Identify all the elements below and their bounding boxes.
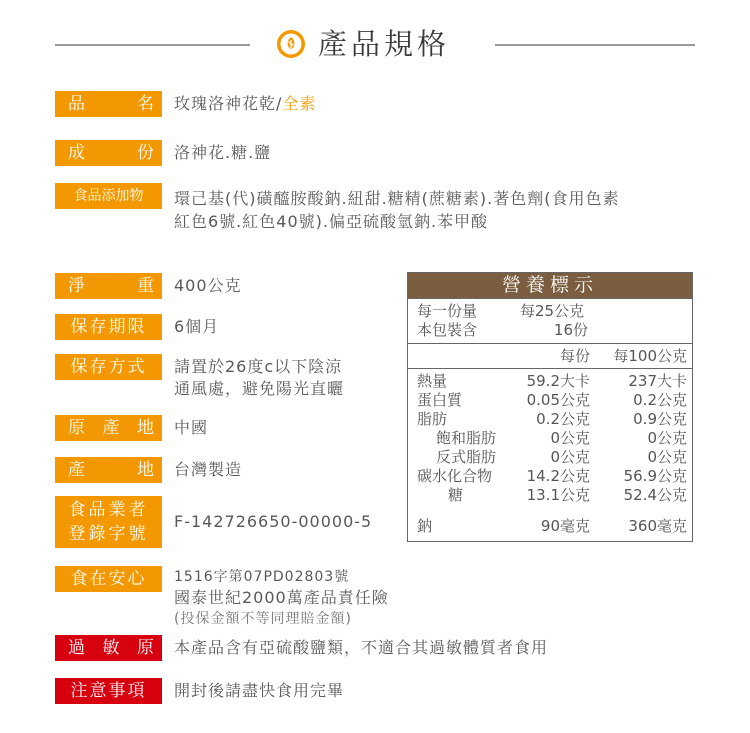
label-food-safety: 食在安心 [55, 566, 162, 592]
value-safety-line3: (投保金額不等同理賠金額) [174, 611, 352, 627]
value-safety-line2: 國泰世紀2000萬產品責任險 [174, 588, 389, 607]
col-per-serving: 每份 [559, 347, 590, 365]
servings-value: 16份 [553, 321, 588, 339]
label-product-name [55, 91, 162, 117]
servings-label: 本包裝含 [417, 321, 478, 339]
label-char: 產 [102, 418, 120, 438]
page-title: 產品規格 [318, 27, 451, 61]
nutrient-per-100g: 0.2公克 [633, 391, 687, 409]
nutrient-name: 鈉 [417, 517, 433, 535]
label-registration [55, 496, 162, 548]
label-char: 淨 [68, 276, 85, 296]
header-divider-right [495, 44, 695, 46]
nutrient-per-serving: 0.05公克 [526, 391, 590, 409]
label-shelf-life: 保存期限 [55, 314, 162, 340]
nutrient-per-serving: 0公克 [550, 448, 590, 466]
nutrient-per-serving: 14.2公克 [526, 467, 590, 485]
label-notice: 注意事項 [55, 678, 162, 704]
nutrient-per-100g: 237大卡 [628, 372, 687, 390]
label-char: 成 [68, 143, 85, 163]
table-divider [408, 343, 692, 344]
value-product-name [174, 93, 316, 115]
nutrient-name: 熱量 [417, 372, 448, 390]
nutrient-per-100g: 56.9公克 [623, 467, 687, 485]
product-name-text: 玫瑰洛神花乾/ [174, 94, 283, 113]
nutrient-name: 碳水化合物 [417, 467, 493, 485]
nutrient-per-100g: 52.4公克 [623, 486, 687, 504]
nutrient-name: 反式脂肪 [436, 448, 497, 466]
label-net-weight [55, 273, 162, 299]
label-registration-line1: 食品業者 [68, 500, 149, 520]
label-ingredients [55, 140, 162, 166]
nutrient-name: 蛋白質 [417, 391, 463, 409]
nutrient-per-100g: 360毫克 [628, 517, 687, 535]
nutrient-per-serving: 0.2公克 [536, 410, 590, 428]
value-origin: 中國 [174, 418, 209, 437]
label-char: 原 [137, 638, 154, 658]
value-ingredients: 洛神花.糖.鹽 [174, 143, 272, 162]
label-char: 份 [137, 143, 154, 163]
nutrient-name: 糖 [448, 486, 464, 504]
label-char: 原 [68, 418, 85, 438]
table-divider [408, 368, 692, 369]
value-safety-line1: 1516字第07PD02803號 [174, 569, 350, 585]
label-producer [55, 457, 162, 483]
label-char: 地 [137, 418, 154, 438]
serving-label: 每一份量 [417, 302, 478, 320]
label-char: 過 [68, 638, 85, 658]
nutrition-title: 營養標示 [408, 273, 692, 298]
label-char: 敏 [102, 638, 120, 658]
nutrient-per-100g: 0公克 [647, 448, 687, 466]
table-divider [408, 298, 692, 299]
label-additives: 食品添加物 [55, 183, 162, 209]
label-char: 產 [68, 460, 85, 480]
col-per-100g: 每100公克 [613, 347, 687, 365]
header-divider-left [55, 44, 250, 46]
nutrient-per-100g: 0公克 [647, 429, 687, 447]
leaf-circle-icon [276, 29, 306, 59]
value-additives-line2: 紅色6號.紅色40號).偏亞硫酸氫鈉.苯甲酸 [174, 212, 489, 231]
value-additives-line1: 環己基(代)磺醯胺酸鈉.紐甜.糖精(蔗糖素).著色劑(食用色素 [174, 189, 620, 208]
serving-value: 每25公克 [520, 302, 585, 320]
nutrient-per-serving: 0公克 [550, 429, 590, 447]
label-storage: 保存方式 [55, 354, 162, 380]
value-notice: 開封後請盡快食用完畢 [174, 681, 345, 700]
nutrient-name: 脂肪 [417, 410, 448, 428]
nutrient-name: 飽和脂肪 [436, 429, 497, 447]
nutrient-per-serving: 90毫克 [540, 517, 590, 535]
label-registration-line2: 登錄字號 [68, 524, 149, 544]
nutrient-per-serving: 59.2大卡 [526, 372, 590, 390]
label-char: 地 [137, 460, 154, 480]
value-allergen: 本產品含有亞硫酸鹽類，不適合其過敏體質者食用 [174, 638, 549, 657]
nutrient-per-serving: 13.1公克 [526, 486, 590, 504]
value-shelf-life: 6個月 [174, 317, 220, 336]
value-storage-line2: 通風處，避免陽光直曬 [174, 379, 345, 398]
nutrition-table [407, 272, 693, 542]
nutrient-per-100g: 0.9公克 [633, 410, 687, 428]
vegan-tag: 全素 [282, 94, 317, 113]
value-producer: 台灣製造 [174, 460, 243, 479]
value-storage-line1: 請置於26度c以下陰涼 [174, 357, 343, 376]
label-allergen [55, 635, 162, 661]
label-char: 品 [68, 94, 85, 114]
value-registration: F-142726650-00000-5 [174, 512, 373, 531]
value-net-weight: 400公克 [174, 276, 242, 295]
label-origin [55, 415, 162, 441]
label-char: 重 [137, 276, 154, 296]
label-char: 名 [137, 94, 154, 114]
